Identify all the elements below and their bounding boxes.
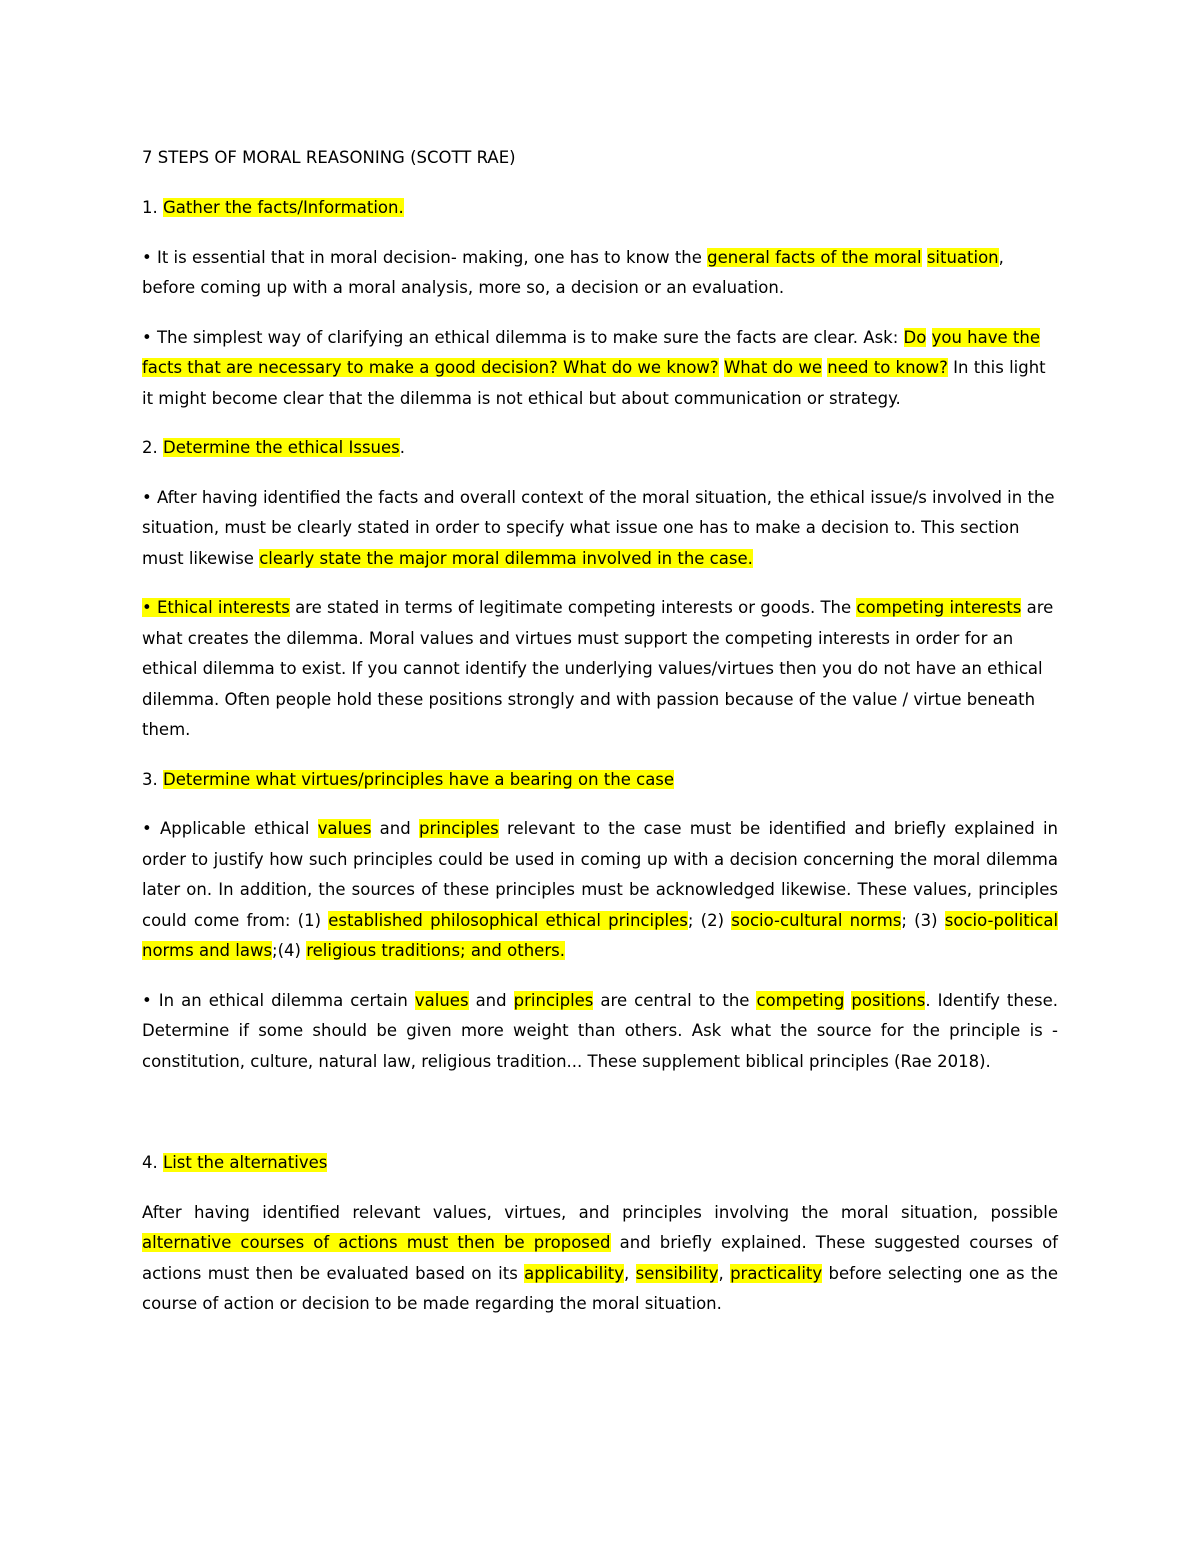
step-4-heading — [142, 1148, 1058, 1179]
highlighted-text: positions — [851, 990, 926, 1010]
highlighted-text: Gather the facts/Information. — [163, 198, 404, 217]
text-run: and — [468, 990, 514, 1010]
step-2-heading — [142, 433, 1058, 464]
document-title: 7 STEPS OF MORAL REASONING (SCOTT RAE) — [142, 148, 516, 167]
text-run: are stated in terms of legitimate competing interests or goods. The — [289, 598, 857, 617]
step-2-bullet-2 — [142, 593, 1058, 746]
highlighted-text: alternative courses of actions must then be proposed — [142, 1233, 611, 1252]
highlighted-text: norms and laws — [142, 941, 273, 960]
step-1-heading — [142, 193, 1058, 224]
text-run: 1. — [142, 198, 163, 217]
highlighted-text: socio-cultural norms — [731, 910, 902, 930]
text-run: • After having identified the facts and overall context of the moral situation, the ethical issue/s involved in the situation, must be clearly stated in order to specify what issue one has to make a decision to. This section must likewise — [142, 487, 1055, 568]
text-run: 2. — [142, 438, 163, 457]
highlighted-text: applicability — [524, 1263, 625, 1283]
text-run: , — [624, 1263, 636, 1283]
text-run: • Applicable ethical — [142, 819, 318, 838]
highlighted-text: religious traditions; and others. — [306, 941, 565, 960]
text-run: After having identified relevant values, virtues, and principles involving the moral situation, possible — [142, 1202, 1058, 1222]
highlighted-text: clearly state the major moral dilemma involved in the case. — [259, 548, 753, 568]
highlighted-text: socio-political — [944, 910, 1059, 930]
highlighted-text: • Ethical interests — [142, 598, 290, 617]
text-run: • It is essential that in moral decision- making, one has to know the — [142, 247, 708, 267]
highlighted-text: competing interests — [856, 598, 1022, 617]
highlighted-text: What do we — [723, 358, 822, 377]
step-3-bullet-1 — [142, 814, 1058, 967]
document-body — [142, 193, 1058, 1320]
step-2-bullet-1 — [142, 483, 1058, 575]
step-1-bullet-2 — [142, 323, 1058, 415]
highlighted-text: need to know? — [827, 358, 948, 377]
text-run: ; (2) — [687, 910, 732, 930]
highlighted-text: sensibility — [635, 1263, 719, 1283]
text-run: , — [718, 1263, 731, 1283]
highlighted-text: values — [317, 819, 372, 838]
text-run: , before coming up with a moral analysis, more so, a decision or an evaluation. — [142, 247, 1004, 297]
text-run — [926, 328, 931, 347]
text-run: before selecting one as the course of action or decision to be made regarding the moral situation. — [142, 1263, 1059, 1313]
highlighted-text: competing — [756, 990, 845, 1010]
highlighted-text: you have the facts that are necessary to make a good decision? What do we know? — [142, 327, 1040, 377]
highlighted-text: principles — [513, 990, 594, 1010]
text-run: are central to the — [593, 990, 757, 1010]
text-run: ; (3) — [901, 910, 945, 930]
highlighted-text: established philosophical ethical principles — [328, 910, 688, 930]
highlighted-text: Determine what virtues/principles have a bearing on the case — [163, 769, 675, 789]
highlighted-text: Do — [903, 327, 927, 347]
text-run: are what creates the dilemma. Moral values and virtues must support the competing interests in order for an ethical dilemma to exist. If you cannot identify the underlying values/virtues then you do not have an ethical dilemma. Often people hold these positions strongly and with passion because of the value / virtue beneath them. — [142, 598, 1054, 739]
highlighted-text: Determine the ethical Issues — [163, 438, 400, 457]
highlighted-text: List the alternatives — [163, 1153, 328, 1172]
text-run: 3. — [142, 769, 163, 789]
highlighted-text: values — [414, 990, 469, 1010]
step-1-bullet-1 — [142, 243, 1058, 304]
highlighted-text: situation — [926, 247, 999, 267]
step-3-bullet-2 — [142, 986, 1058, 1078]
text-run: ;(4) — [272, 941, 307, 960]
highlighted-text: general facts of the moral — [707, 247, 922, 267]
text-run: and — [371, 819, 419, 838]
text-run: . Identify these. Determine if some should be given more weight than others. Ask what the source for the principle is - constitution, culture, natural law, religious tradition... These supplement biblical principles (Rae 2018). — [142, 990, 1058, 1071]
text-run: • The simplest way of clarifying an ethical dilemma is to make sure the facts are clear. Ask: — [142, 327, 904, 347]
highlighted-text: practicality — [730, 1263, 823, 1283]
text-run: 4. — [142, 1153, 163, 1172]
blank-space — [142, 1096, 1058, 1148]
text-run: . — [399, 438, 405, 457]
text-run: • In an ethical dilemma certain — [142, 990, 415, 1010]
text-run: In this light it might become clear that the dilemma is not ethical but about communication or strategy. — [142, 358, 1046, 408]
step-3-heading — [142, 765, 1058, 796]
step-4-body — [142, 1198, 1058, 1320]
text-run: and briefly explained. These suggested courses of actions must then be evaluated based on its — [142, 1233, 1058, 1283]
highlighted-text: principles — [419, 819, 499, 838]
text-run: relevant to the case must be identified and briefly explained in order to justify how such principles could be used in coming up with a decision concerning the moral dilemma later on. In addition, the sources of these principles must be acknowledged likewise. These values, principles could come from: (1) — [142, 819, 1058, 930]
